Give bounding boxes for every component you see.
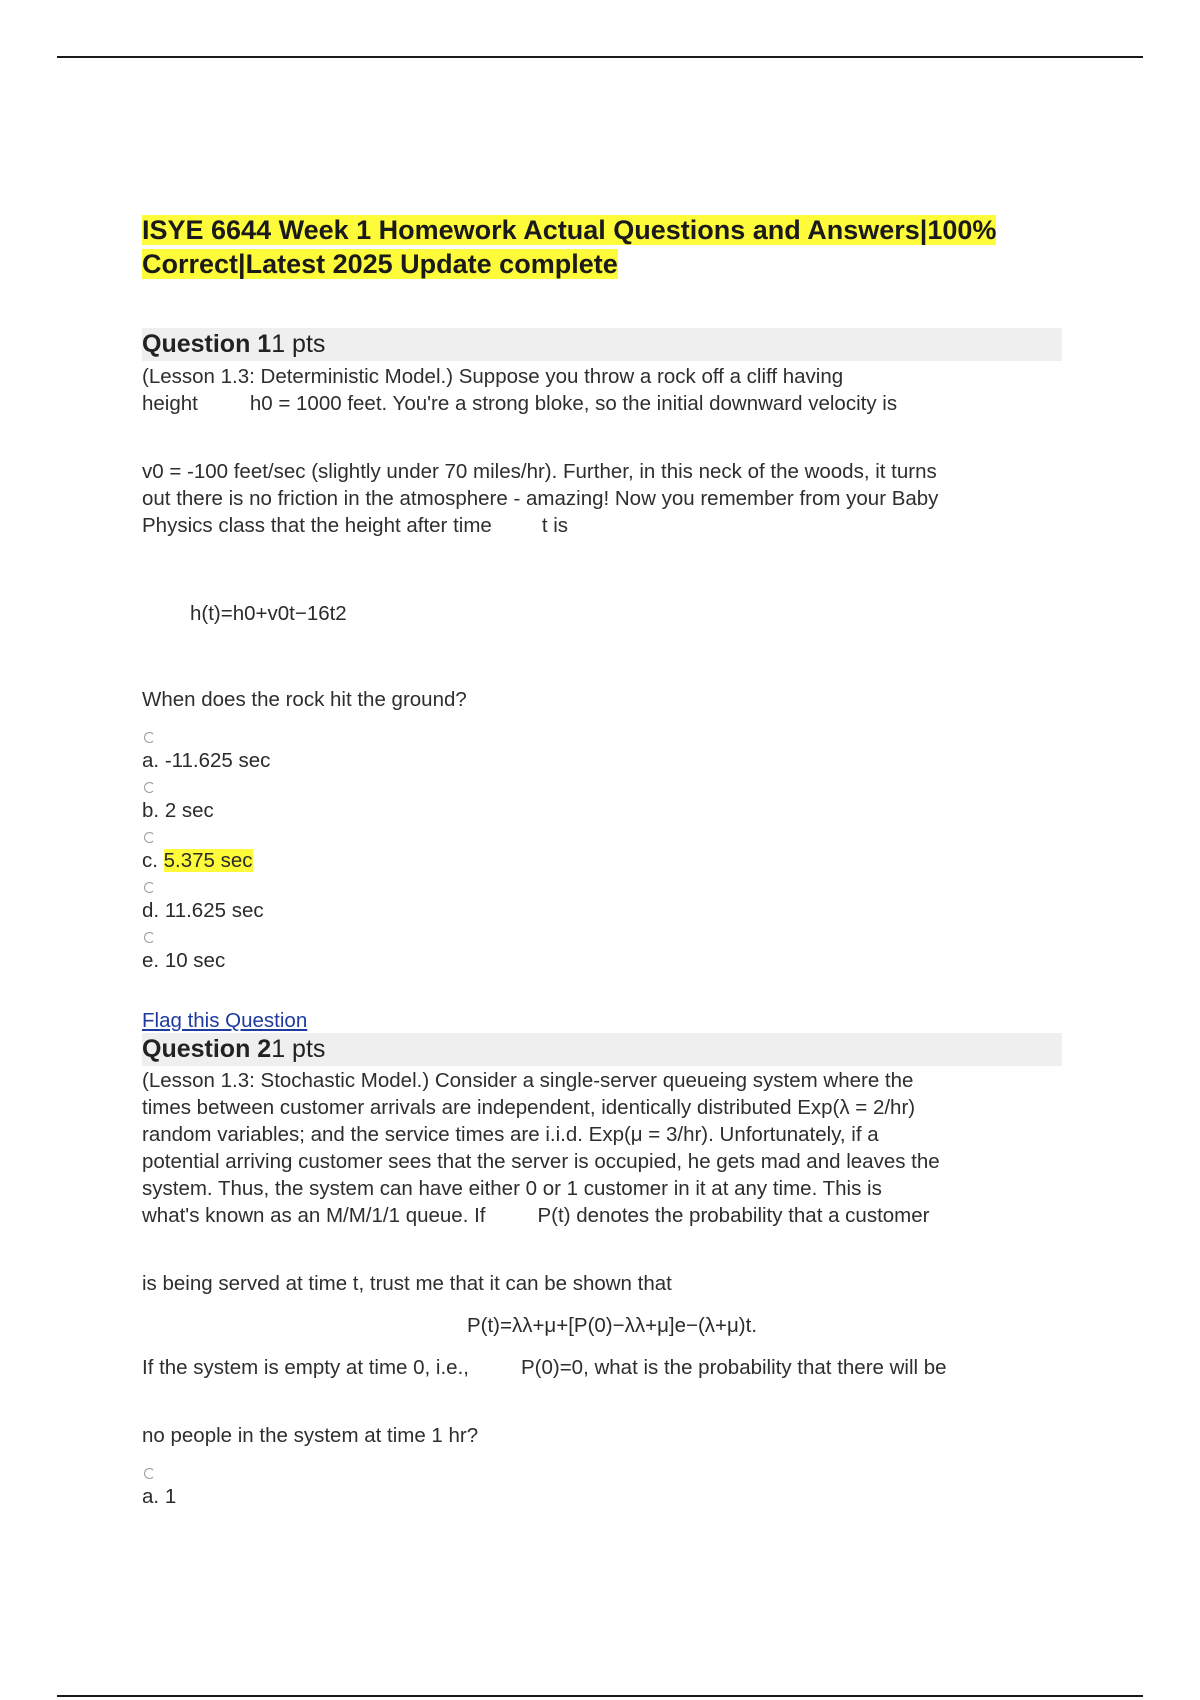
- q1-para2-line3: [142, 512, 1062, 539]
- radio-icon[interactable]: [144, 1468, 155, 1479]
- q1-options: [142, 732, 1062, 974]
- q2-line-2: times between customer arrivals are independent, identically distributed Exp(λ = 2/hr): [142, 1096, 916, 1119]
- option-letter: e.: [142, 949, 160, 972]
- question-1-title: Question 1: [142, 330, 272, 358]
- option-letter: c.: [142, 849, 158, 872]
- radio-icon[interactable]: [144, 782, 155, 793]
- option-text: 10 sec: [164, 949, 226, 972]
- q2-formula: P(t)=λλ+μ+[P(0)−λλ+μ]e−(λ+μ)t.: [466, 1314, 758, 1337]
- q1-height-word: height: [142, 392, 198, 415]
- radio-icon[interactable]: [144, 932, 155, 943]
- q2-condition-line: [142, 1354, 1062, 1381]
- title-line-2: Correct|Latest 2025 Update complete: [142, 249, 618, 279]
- option-text-highlighted: 5.375 sec: [163, 849, 253, 872]
- q2-condition-b: P(0)=0, what is the probability that there will be: [520, 1356, 947, 1379]
- flag-question-link-wrap: [142, 1009, 1062, 1033]
- q2-condition-a: If the system is empty at time 0, i.e.,: [142, 1356, 469, 1379]
- q1-para2-line1: v0 = -100 feet/sec (slightly under 70 miles/hr). Further, in this neck of the woods, it turns: [142, 460, 937, 483]
- question-1-points: 1 pts: [271, 330, 326, 358]
- q1-prompt: When does the rock hit the ground?: [142, 688, 467, 711]
- question-2-title: Question 2: [142, 1035, 272, 1063]
- radio-icon[interactable]: [144, 882, 155, 893]
- option-text: -11.625 sec: [164, 749, 271, 772]
- question-2-points: 1 pts: [271, 1035, 326, 1063]
- q1-para2-line3a: Physics class that the height after time: [142, 514, 492, 537]
- q2-line-5: system. Thus, the system can have either 0 or 1 customer in it at any time. This is: [142, 1177, 882, 1200]
- q2-line-6a: what's known as an M/M/1/1 queue. If: [142, 1204, 486, 1227]
- q2-line-4: potential arriving customer sees that the server is occupied, he gets mad and leaves the: [142, 1150, 940, 1173]
- title-line-1: ISYE 6644 Week 1 Homework Actual Questions and Answers|100%: [142, 215, 997, 245]
- option-letter: d.: [142, 899, 160, 922]
- radio-icon[interactable]: [144, 832, 155, 843]
- radio-icon[interactable]: [144, 732, 155, 743]
- option-text: 2 sec: [164, 799, 214, 822]
- q1-option-b[interactable]: [142, 782, 1062, 824]
- q1-para2-line2: out there is no friction in the atmosphere - amazing! Now you remember from your Baby: [142, 487, 939, 510]
- option-letter: b.: [142, 799, 160, 822]
- question-1-header: [142, 328, 1062, 361]
- q2-prompt: no people in the system at time 1 hr?: [142, 1424, 479, 1447]
- q2-line-6b: P(t) denotes the probability that a customer: [537, 1204, 930, 1227]
- q2-option-a[interactable]: [142, 1468, 1062, 1510]
- q1-lesson-line: (Lesson 1.3: Deterministic Model.) Suppose you throw a rock off a cliff having: [142, 365, 844, 388]
- q1-option-e[interactable]: [142, 932, 1062, 974]
- q1-formula: h(t)=h0+v0t−16t2: [190, 602, 347, 625]
- option-text: 1: [164, 1485, 177, 1508]
- option-letter: a.: [142, 749, 160, 772]
- q2-line-3: random variables; and the service times are i.i.d. Exp(μ = 3/hr). Unfortunately, if a: [142, 1123, 879, 1146]
- document-body: [142, 213, 1062, 1510]
- q1-height-value: h0 = 1000 feet. You're a strong bloke, so the initial downward velocity is: [249, 392, 898, 415]
- document-title: [142, 213, 1062, 281]
- q2-line-1: (Lesson 1.3: Stochastic Model.) Consider a single-server queueing system where the: [142, 1069, 914, 1092]
- question-2-header: [142, 1033, 1062, 1066]
- q2-para2: is being served at time t, trust me that it can be shown that: [142, 1272, 672, 1295]
- q1-para2-line3b: t is: [541, 514, 569, 537]
- q1-option-a[interactable]: [142, 732, 1062, 774]
- bottom-rule: [57, 1695, 1143, 1697]
- q2-line-6: [142, 1202, 1062, 1229]
- q1-option-d[interactable]: [142, 882, 1062, 924]
- q1-height-line: [142, 390, 1062, 417]
- top-rule: [57, 56, 1143, 58]
- flag-question-link[interactable]: Flag this Question: [142, 1009, 308, 1032]
- q2-options: [142, 1468, 1062, 1510]
- q1-option-c[interactable]: [142, 832, 1062, 874]
- option-text: 11.625 sec: [164, 899, 264, 922]
- option-letter: a.: [142, 1485, 160, 1508]
